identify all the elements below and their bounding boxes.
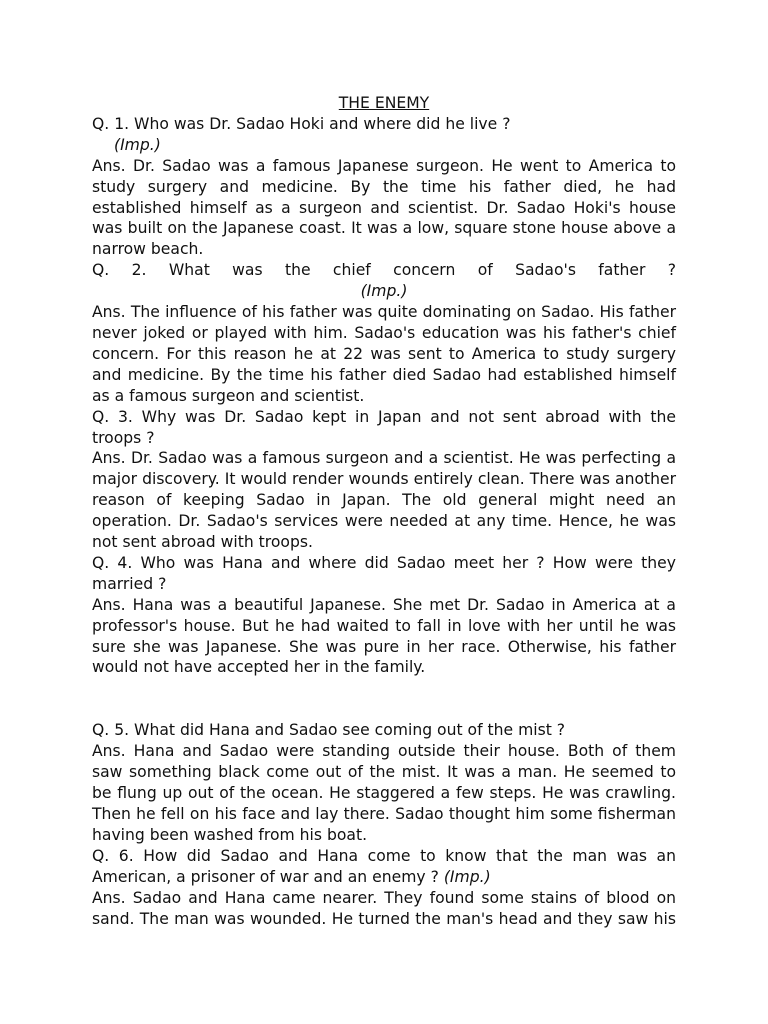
document-title: THE ENEMY [338,94,430,112]
question-5: Q. 5. What did Hana and Sadao see coming out of the mist ? [92,721,566,740]
question-3: Q. 3. Why was Dr. Sadao kept in Japan and not sent abroad with the troops ? [92,407,676,447]
question-1-imp-tag: (Imp.) [114,135,161,154]
question-4: Q. 4. Who was Hana and where did Sadao meet her ? How were they married ? [92,553,676,593]
answer-1: Ans. Dr. Sadao was a famous Japanese surgeon. He went to America to study surgery and medicine. By the time his father died, he had established himself as a surgeon and scientist. Dr. Sadao Hoki's house was built on the Japanese coast. It was a low, square stone house above a narrow beach. [92,156,676,259]
answer-6: Ans. Sadao and Hana came nearer. They found some stains of blood on sand. The man was wounded. He turned the man's head and they saw his [92,888,676,928]
question-6-text: Q. 6. How did Sadao and Hana come to know that the man was an American, a prisoner of war and an enemy ? [92,846,676,886]
question-6-imp-tag: (Imp.) [443,867,491,886]
question-2: Q. 2. What was the chief concern of Sadao's father ? [92,261,676,280]
question-1: Q. 1. Who was Dr. Sadao Hoki and where did he live ? [92,114,511,133]
question-6 [92,846,676,888]
question-2-imp-tag: (Imp.) [360,282,408,301]
answer-2: Ans. The influence of his father was quite dominating on Sadao. His father never joked or played with him. Sadao's education was his father's chief concern. For this reason he at 22 was sent to America to study surgery and medicine. By the time his father died Sadao had established himself as a famous surgeon and scientist. [92,303,676,405]
document-body [92,93,676,929]
answer-4: Ans. Hana was a beautiful Japanese. She met Dr. Sadao in America at a professor's house. But he had waited to fall in love with her until he was sure she was Japanese. She was pure in her race. Otherwise, his father would not have accepted her in the family. [92,595,676,677]
answer-3: Ans. Dr. Sadao was a famous surgeon and a scientist. He was perfecting a major discovery. It would render wounds entirely clean. There was another reason of keeping Sadao in Japan. The old general might need an operation. Dr. Sadao's services were needed at any time. Hence, he was not sent abroad with troops. [92,449,676,552]
section-gap [92,678,676,720]
answer-5: Ans. Hana and Sadao were standing outside their house. Both of them saw something black come out of the mist. It was a man. He seemed to be flung up out of the ocean. He staggered a few steps. He was crawling. Then he fell on his face and lay there. Sadao thought him some fisherman having been washed from his boat. [92,742,676,844]
